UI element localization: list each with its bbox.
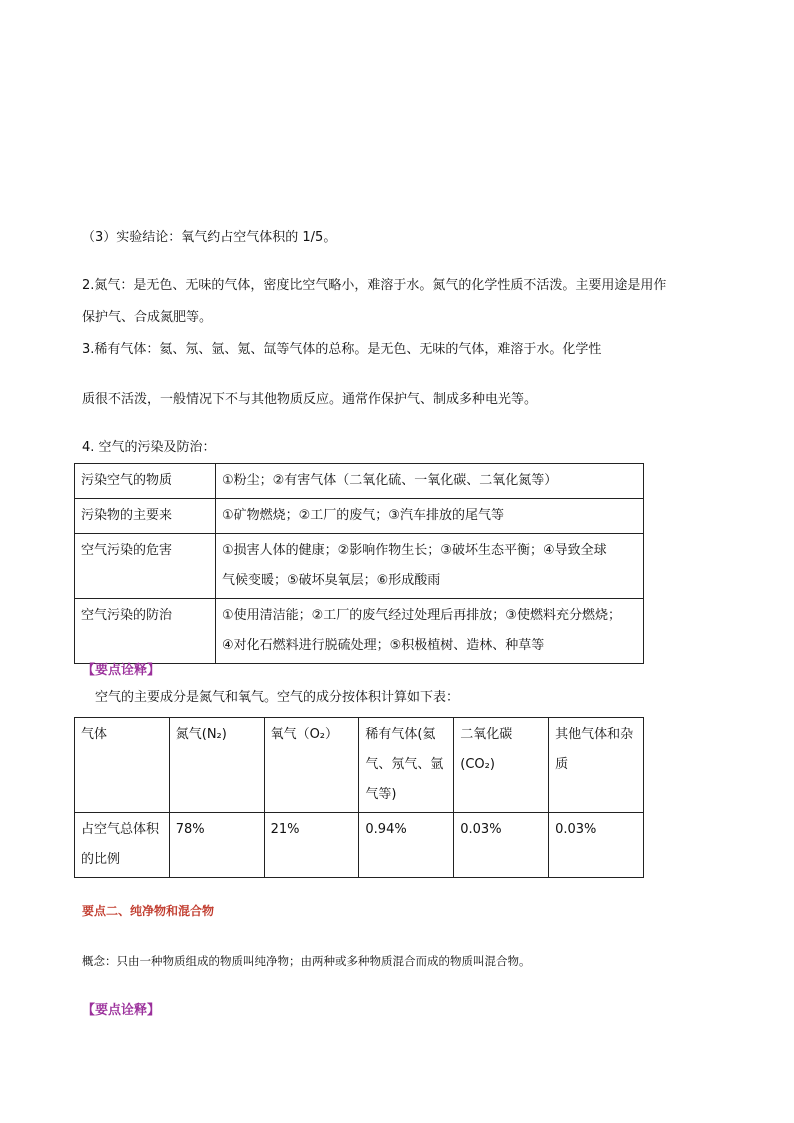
table-cell: 78%: [169, 813, 264, 878]
experiment-conclusion: （3）实验结论：氧气约占空气体积的 1/5。: [82, 230, 337, 245]
composition-table: [74, 717, 644, 878]
table-cell: 污染空气的物质: [75, 464, 216, 499]
section-two-heading: 要点二、纯净物和混合物: [82, 904, 215, 918]
pollution-heading: 4. 空气的污染及防治：: [82, 440, 216, 455]
nitrogen-paragraph-line-1: 2.氮气：是无色、无味的气体，密度比空气略小，难溶于水。氮气的化学性质不活泼。主要用途是用作: [82, 278, 667, 293]
table-cell: 0.03%: [549, 813, 644, 878]
table-row: [75, 464, 644, 499]
table-header: 氧气（O₂）: [264, 718, 359, 813]
table-cell: 空气污染的危害: [75, 534, 216, 599]
table-header: 其他气体和杂质: [549, 718, 644, 813]
composition-intro: 空气的主要成分是氮气和氧气。空气的成分按体积计算如下表：: [95, 690, 460, 705]
table-row: [75, 534, 644, 599]
table-cell: 占空气总体积的比例: [75, 813, 170, 878]
table-cell: 0.94%: [359, 813, 454, 878]
table-cell: 21%: [264, 813, 359, 878]
table-cell: 污染物的主要来: [75, 499, 216, 534]
table-row: [75, 499, 644, 534]
key-point-note-2: 【要点诠释】: [82, 1003, 161, 1018]
table-cell: ①使用清洁能；②工厂的废气经过处理后再排放；③使燃料充分燃烧； ④对化石燃料进行脱硫处理；⑤积极植树、造林、种草等: [216, 599, 644, 664]
table-cell: ①矿物燃烧；②工厂的废气；③汽车排放的尾气等: [216, 499, 644, 534]
table-row: [75, 599, 644, 664]
concept-line: 概念：只由一种物质组成的物质叫纯净物；由两种或多种物质混合而成的物质叫混合物。: [82, 954, 531, 968]
table-row: [75, 718, 644, 813]
noble-gas-paragraph-line-1: 3.稀有气体：氦、氖、氩、氪、氙等气体的总称。是无色、无味的气体，难溶于水。化学性: [82, 342, 602, 357]
table-cell: 0.03%: [454, 813, 549, 878]
table-header: 氮气(N₂): [169, 718, 264, 813]
table-row: [75, 813, 644, 878]
table-cell: ①粉尘；②有害气体（二氧化硫、一氧化碳、二氧化氮等）: [216, 464, 644, 499]
noble-gas-paragraph-line-2: 质很不活泼，一般情况下不与其他物质反应。通常作保护气、制成多种电光等。: [82, 392, 538, 407]
table-header: 气体: [75, 718, 170, 813]
key-point-note: 【要点诠释】: [82, 663, 161, 678]
table-cell: ①损害人体的健康；②影响作物生长；③破坏生态平衡；④导致全球 气候变暖；⑤破坏臭氧层；⑥形成酸雨: [216, 534, 644, 599]
table-cell: 空气污染的防治: [75, 599, 216, 664]
nitrogen-paragraph-line-2: 保护气、合成氮肥等。: [82, 310, 213, 325]
table-header: 稀有气体(氦气、氖气、氩气等): [359, 718, 454, 813]
table-header: 二氧化碳(CO₂): [454, 718, 549, 813]
pollution-table: [74, 463, 644, 664]
